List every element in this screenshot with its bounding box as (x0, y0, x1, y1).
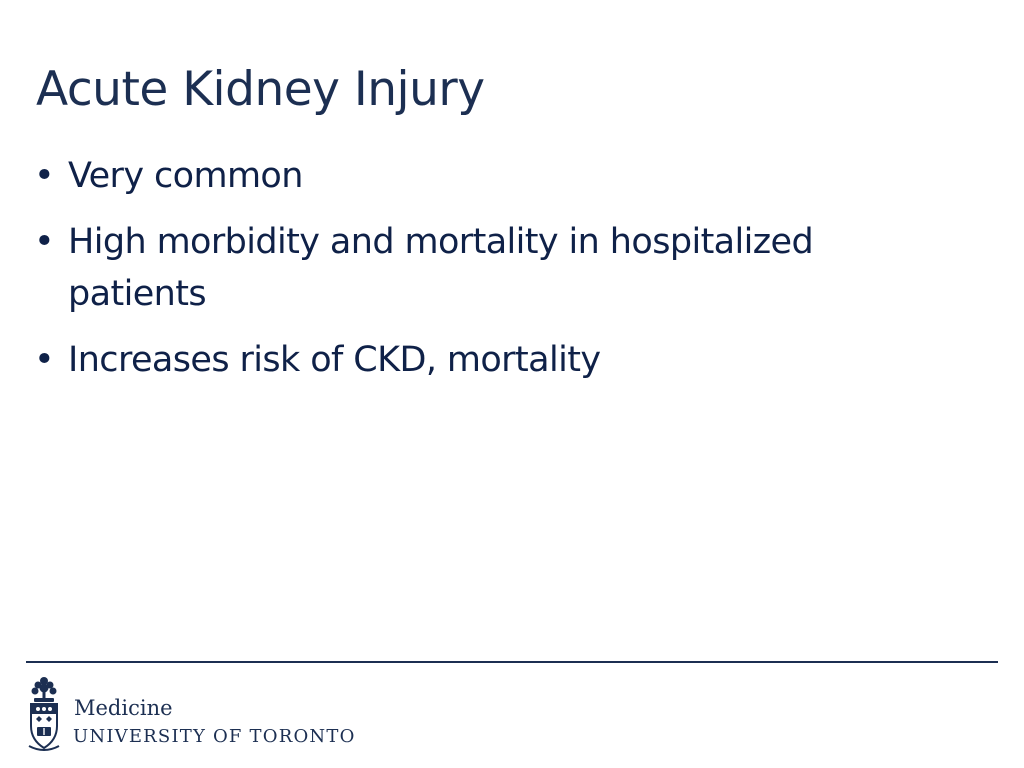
bullet-dot-icon: • (34, 222, 55, 262)
bullet-dot-icon: • (34, 340, 55, 380)
bullet-item (34, 150, 934, 202)
bullet-dot-icon: • (34, 156, 55, 196)
bullet-item (34, 334, 934, 386)
bullet-item (34, 216, 934, 320)
footer-divider (26, 661, 998, 663)
bullet-list (34, 150, 934, 400)
bullet-text: Very common (68, 156, 303, 196)
bullet-text: Increases risk of CKD, mortality (68, 340, 601, 380)
faculty-name: Medicine (74, 696, 173, 720)
university-name: UNIVERSITY OF TORONTO (73, 726, 356, 747)
bullet-text: High morbidity and mortality in hospitalized patients (68, 222, 814, 314)
slide-title: Acute Kidney Injury (36, 62, 485, 117)
university-crest-icon (26, 674, 62, 754)
